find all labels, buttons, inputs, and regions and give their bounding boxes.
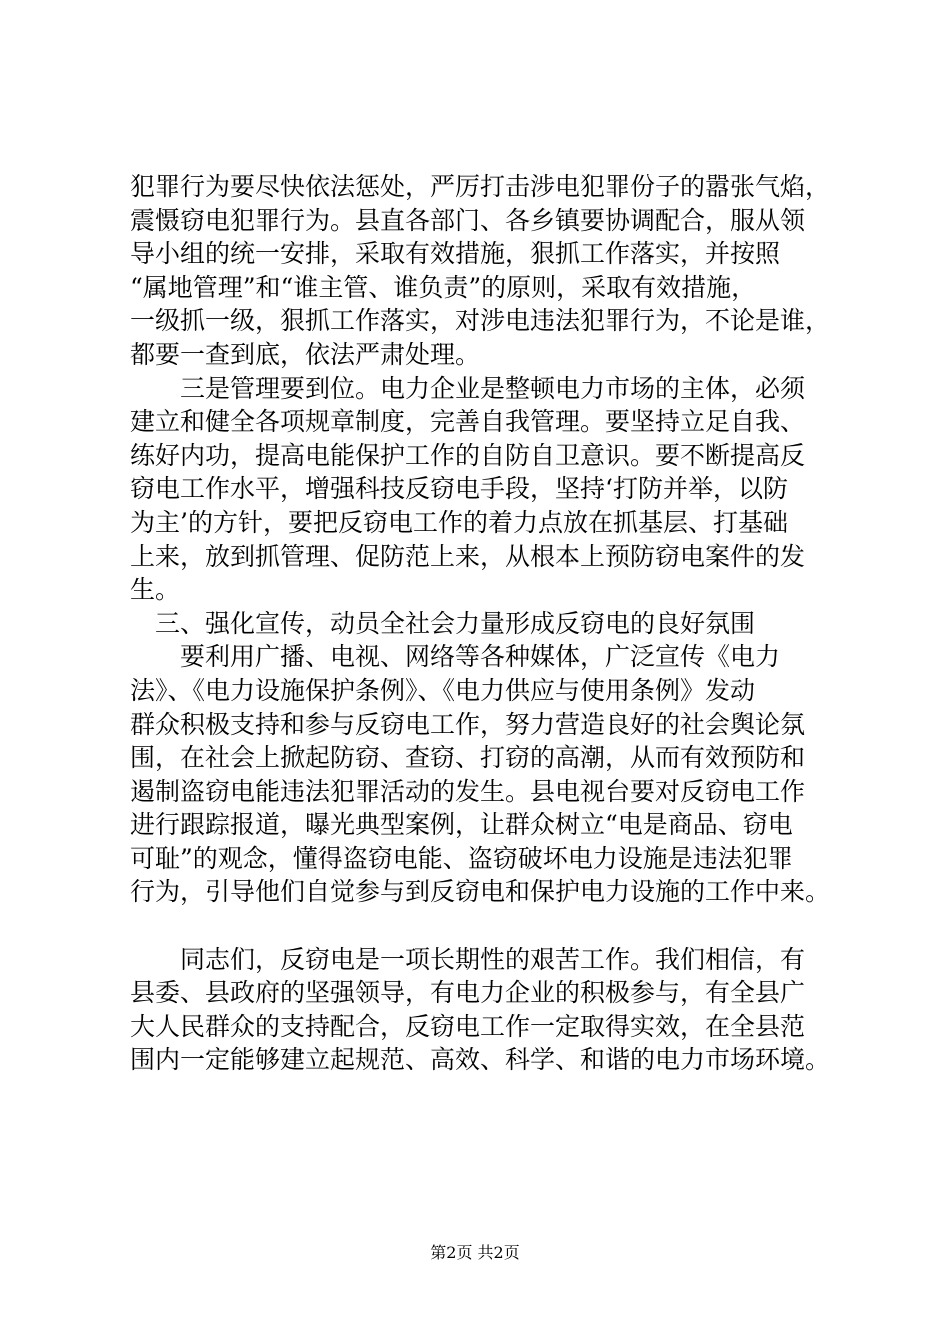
- text-line: 群众积极支持和参与反窃电工作，努力营造良好的社会舆论氛: [130, 709, 806, 739]
- text-line: 县委、县政府的坚强领导，有电力企业的积极参与，有全县广: [130, 978, 806, 1008]
- text-line: 震慑窃电犯罪行为。县直各部门、各乡镇要协调配合，服从领: [130, 205, 806, 235]
- text-line: 法》、《电力设施保护条例》、《电力供应与使用条例》发动: [130, 675, 756, 705]
- text-line: 导小组的统一安排，采取有效措施，狠抓工作落实，并按照: [130, 239, 781, 269]
- text-line: 围，在社会上掀起防窃、查窃、打窃的高潮，从而有效预防和: [130, 743, 806, 773]
- body-text: [130, 170, 830, 1077]
- text-line: 都要一查到底，依法严肃处理。: [130, 339, 481, 369]
- text-line: 要利用广播、电视、网络等各种媒体，广泛宣传《电力: [130, 642, 781, 672]
- text-line: “属地管理”和“谁主管、谁负责”的原则，采取有效措施，: [130, 272, 757, 302]
- text-line: 生。: [130, 575, 181, 605]
- text-line: 行为，引导他们自觉参与到反窃电和保护电力设施的工作中来。: [130, 877, 830, 907]
- text-line: 可耻”的观念，懂得盗窃电能、盗窃破坏电力设施是违法犯罪: [130, 843, 793, 873]
- text-line: 为主’的方针，要把反窃电工作的着力点放在抓基层、打基础: [130, 507, 788, 537]
- text-line: 练好内功，提高电能保护工作的自防自卫意识。要不断提高反: [130, 440, 806, 470]
- text-line: 进行跟踪报道，曝光典型案例，让群众树立“电是商品、窃电: [130, 810, 793, 840]
- paragraph-gap: [130, 909, 830, 943]
- text-line: 犯罪行为要尽快依法惩处，严厉打击涉电犯罪份子的嚣张气焰，: [130, 172, 830, 201]
- text-line: 同志们，反窃电是一项长期性的艰苦工作。我们相信，有: [130, 944, 806, 974]
- text-line: 建立和健全各项规章制度，完善自我管理。要坚持立足自我、: [130, 407, 806, 437]
- text-line: 围内一定能够建立起规范、高效、科学、和谐的电力市场环境。: [130, 1045, 830, 1075]
- text-line: 一级抓一级，狠抓工作落实，对涉电违法犯罪行为，不论是谁，: [130, 306, 830, 336]
- section-heading: 三、强化宣传，动员全社会力量形成反窃电的良好氛围: [130, 608, 756, 638]
- text-line: 窃电工作水平，增强科技反窃电手段，坚持‘打防并举，以防: [130, 474, 788, 504]
- text-line: 大人民群众的支持配合，反窃电工作一定取得实效，在全县范: [130, 1011, 806, 1041]
- text-line: 上来，放到抓管理、促防范上来，从根本上预防窃电案件的发: [130, 541, 806, 571]
- page-footer: 第2页 共2页: [430, 1243, 520, 1262]
- text-line: 遏制盗窃电能违法犯罪活动的发生。县电视台要对反窃电工作: [130, 776, 806, 806]
- text-line: 三是管理要到位。电力企业是整顿电力市场的主体，必须: [130, 373, 806, 403]
